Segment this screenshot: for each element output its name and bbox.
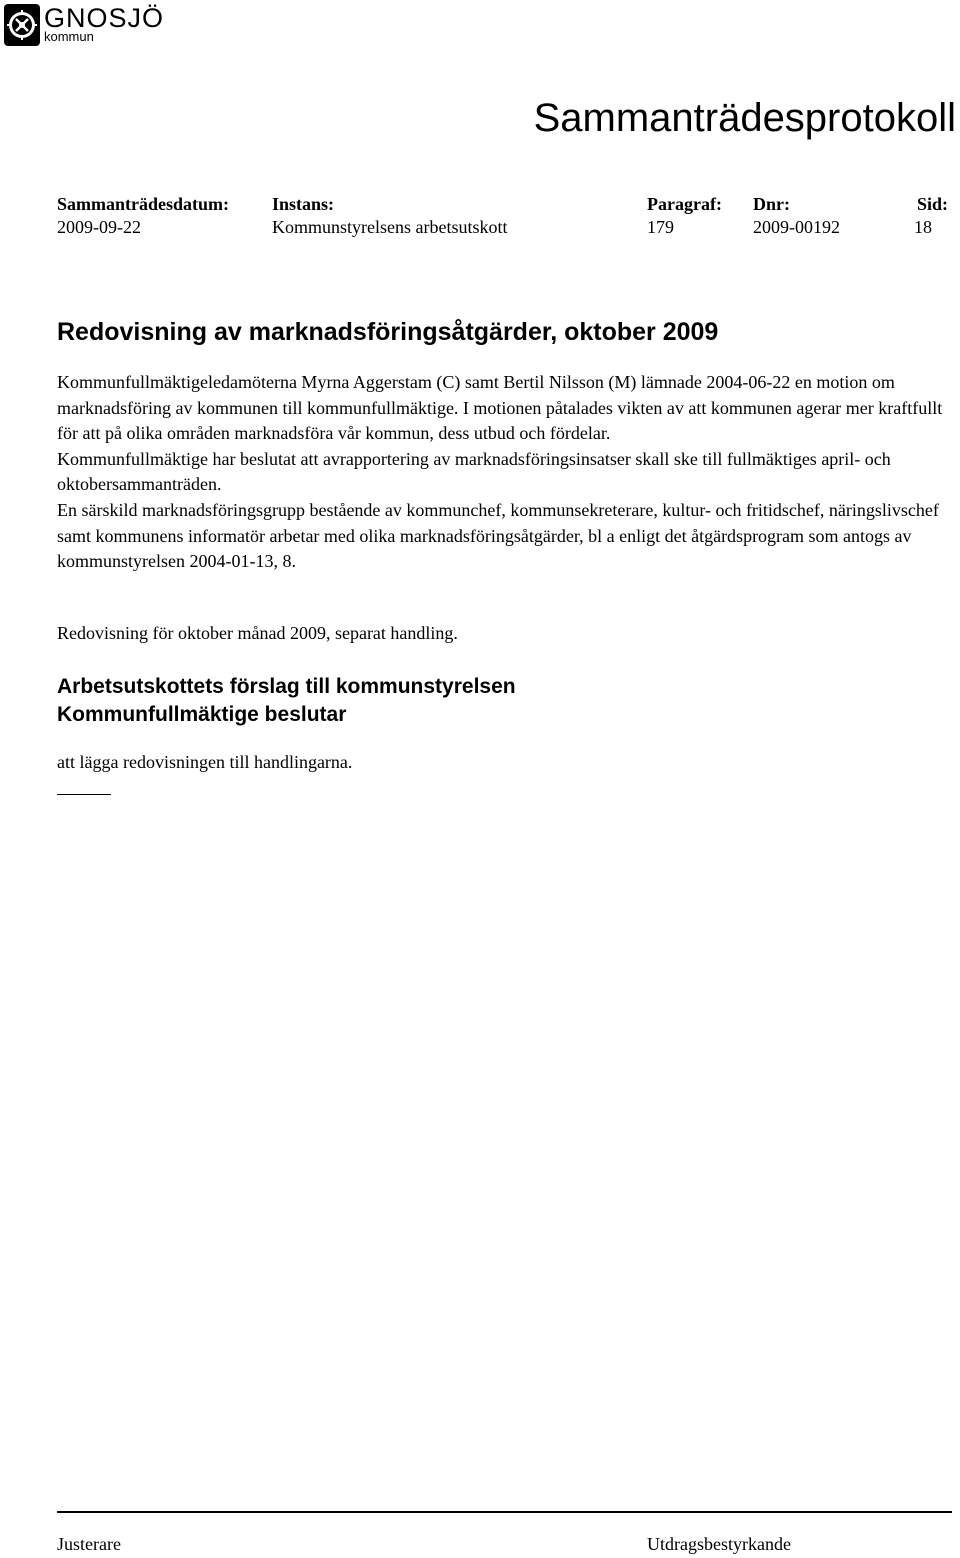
logo-subtitle: kommun xyxy=(44,29,94,44)
dnr-value: 2009-00192 xyxy=(753,217,840,237)
paragraph: En särskild marknadsföringsgrupp bestående av kommunchef, kommunsekreterare, kultur- och fritidschef, näringslivschef samt kommunens informatör arbetar med olika marknadsföringsåtgärder, bl a enligt det åtgärdsprogram som antogs av kommunstyrelsen 2004-01-13, 8. xyxy=(57,499,939,572)
paragraph: Kommunfullmäktige har beslutat att avrapportering av marknadsföringsinsatser skall ske till fullmäktiges april- och oktobersammanträden. xyxy=(57,448,891,495)
footer-utdragsbestyrkande: Utdragsbestyrkande xyxy=(647,1534,791,1554)
proposal-heading: Arbetsutskottets förslag till kommunstyrelsen xyxy=(57,675,516,698)
footer-justerare: Justerare xyxy=(57,1534,121,1554)
dnr-label: Dnr: xyxy=(753,194,790,214)
paragraph-label: Paragraf: xyxy=(647,194,722,214)
instance-label: Instans: xyxy=(272,194,335,214)
section-heading: Redovisning av marknadsföringsåtgärder, oktober 2009 xyxy=(57,318,719,346)
end-divider xyxy=(57,794,111,795)
document-title: Sammanträdesprotokoll xyxy=(533,96,956,140)
meeting-date-label: Sammanträdesdatum: xyxy=(57,194,230,214)
paragraph-value: 179 xyxy=(647,217,674,237)
decision-heading: Kommunfullmäktige beslutar xyxy=(57,703,347,726)
instance-value: Kommunstyrelsens arbetsutskott xyxy=(272,217,508,237)
decision-text: att lägga redovisningen till handlingarna. xyxy=(57,752,353,772)
report-note: Redovisning för oktober månad 2009, separat handling. xyxy=(57,623,458,643)
paragraph: Kommunfullmäktigeledamöterna Myrna Aggerstam (C) samt Bertil Nilsson (M) lämnade 2004-06-22 en motion om marknadsföring av kommunen till kommunfullmäktige. I motionen påtalades vikten av att kommunen agerar mer kraftfullt för att på olika områden marknadsföra vår kommun, dess utbud och fördelar. xyxy=(57,372,943,444)
page-label: Sid: xyxy=(916,194,948,214)
footer-divider xyxy=(57,1511,952,1513)
meeting-date-value: 2009-09-22 xyxy=(57,217,141,237)
logo-name: GNOSJÖ xyxy=(44,3,165,33)
crest-icon xyxy=(4,4,40,46)
body-text xyxy=(57,370,952,575)
page-value: 18 xyxy=(914,217,932,237)
